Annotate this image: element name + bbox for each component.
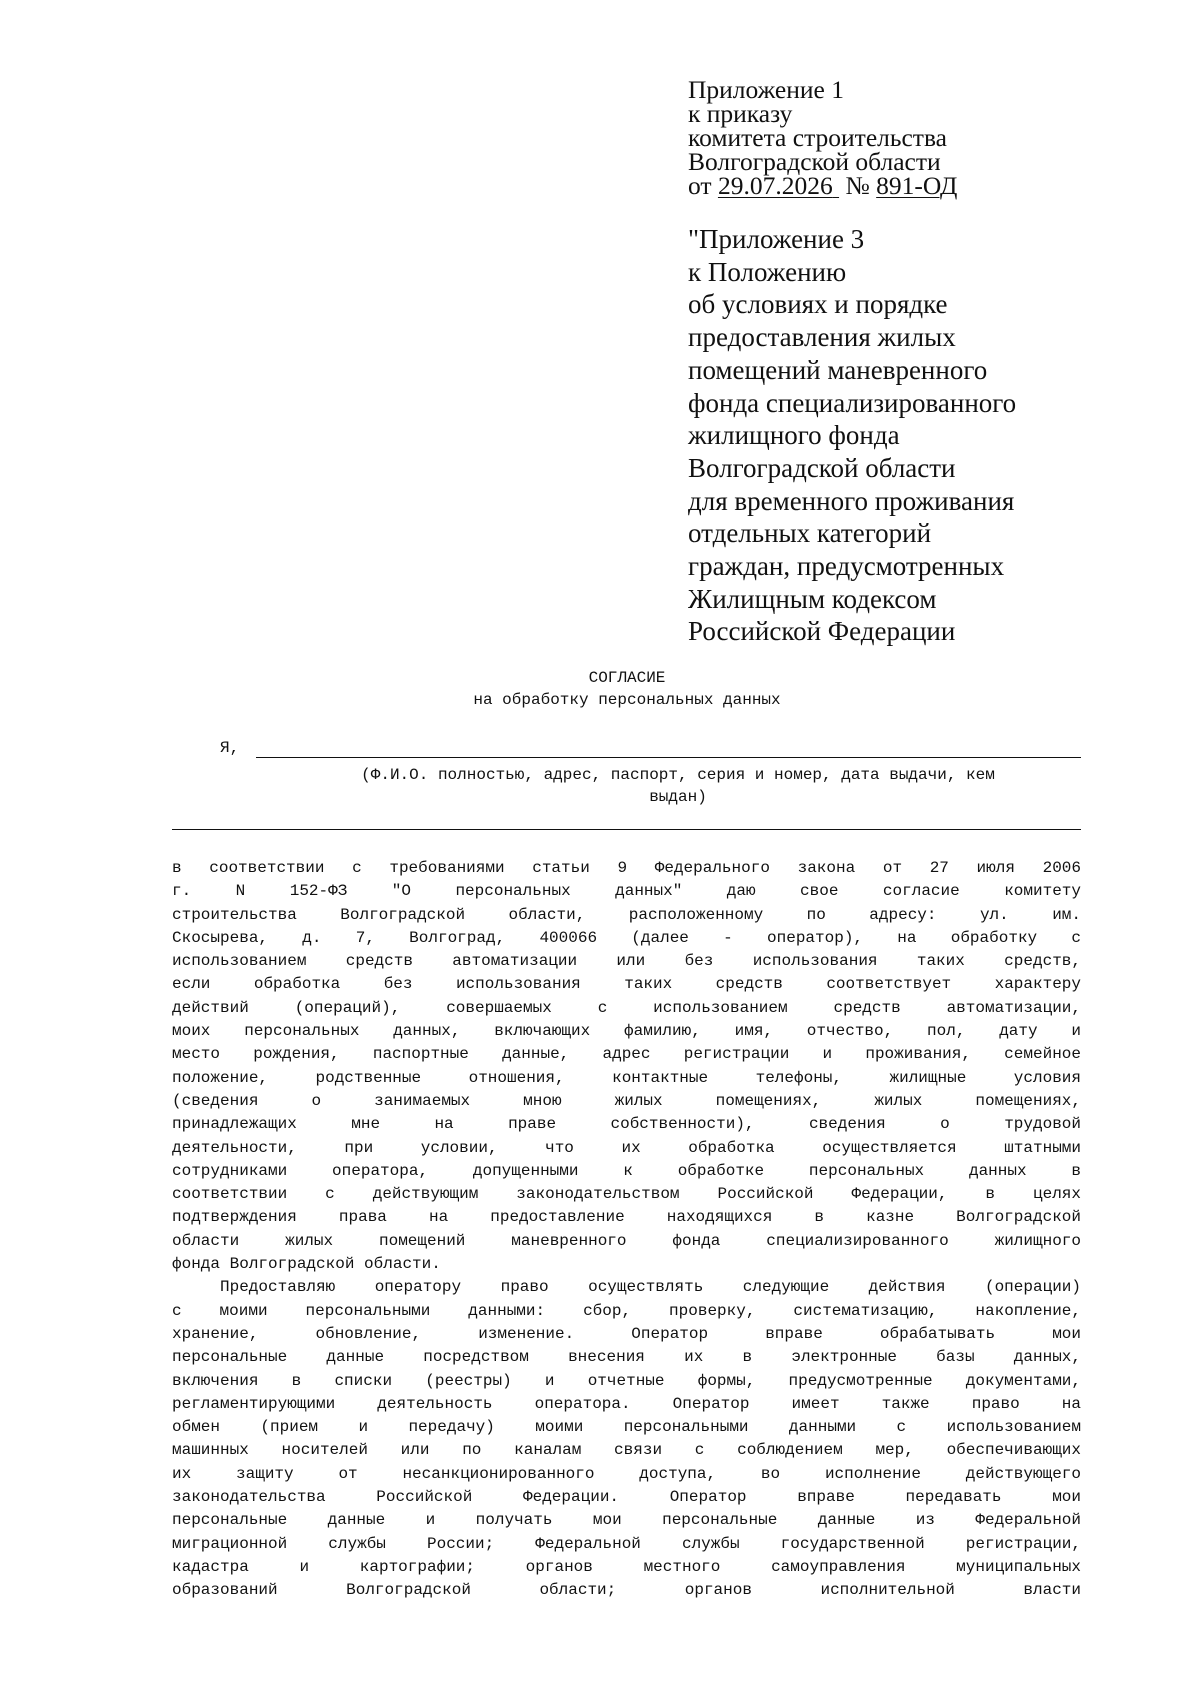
consent-ya-label: Я, [220, 739, 240, 757]
appendix-3-line: Жилищным кодексом [688, 583, 937, 614]
consent-title: СОГЛАСИЕ [588, 669, 666, 687]
body-line: моих персональных данных, включающих фамилию, имя, отчество, пол, дату и [172, 1022, 1081, 1041]
body-line: с моими персональными данными: сбор, проверку, систематизацию, накопление, [172, 1301, 1081, 1320]
consent-subtitle: на обработку персональных данных [473, 691, 781, 709]
appendix-3-line: отдельных категорий [688, 518, 932, 549]
body-line: если обработка без использования таких средств соответствует характеру [172, 975, 1081, 994]
from-label: от [688, 171, 712, 200]
body-line: Предоставляю оператору право осуществлять следующие действия (операции) [220, 1278, 1081, 1297]
body-line: кадастра и картографии; органов местного самоуправления муниципальных [172, 1557, 1081, 1576]
body-line: действий (операций), совершаемых с использованием средств автоматизации, [172, 998, 1081, 1017]
body-line: место рождения, паспортные данные, адрес регистрации и проживания, семейное [172, 1045, 1081, 1064]
number-label: № [845, 171, 870, 200]
appendix-1-header [688, 75, 1108, 200]
appendix-3-line: Волгоградской области [688, 452, 956, 483]
body-line: подтверждения права на предоставление находящихся в казне Волгоградской [172, 1208, 1081, 1227]
body-line: строительства Волгоградской области, расположенному по адресу: ул. им. [172, 905, 1081, 924]
order-date-number-line [688, 171, 1108, 200]
body-line: г. N 152-ФЗ "О персональных данных" даю свое согласие комитету [172, 882, 1081, 901]
body-line: в соответствии с требованиями статьи 9 Федерального закона от 27 июля 2006 [172, 859, 1081, 877]
fio-caption [275, 764, 1081, 808]
appendix-1-line: Волгоградской области [688, 147, 941, 176]
appendix-1-line: к приказу [688, 99, 793, 128]
body-line: законодательства Российской Федерации. Оператор вправе передавать мои [172, 1488, 1081, 1507]
body-line: персональные данные и получать мои персональные данные из Федеральной [172, 1511, 1081, 1530]
appendix-3-line: к Положению [688, 256, 847, 287]
appendix-1-line: Приложение 1 [688, 75, 844, 104]
body-line: их защиту от несанкционированного доступа, во исполнение действующего [172, 1464, 1081, 1483]
separator-line [172, 829, 1081, 830]
body-line: фонда Волгоградской области. [172, 1255, 441, 1274]
fio-caption-line: (Ф.И.О. полностью, адрес, паспорт, серия и номер, дата выдачи, кем [361, 766, 995, 784]
appendix-3-line: об условиях и порядке [688, 289, 948, 320]
body-line: сотрудниками оператора, допущенными к обработке персональных данных в [172, 1161, 1081, 1180]
body-line: принадлежащих мне на праве собственности), сведения о трудовой [172, 1115, 1081, 1134]
body-line: хранение, обновление, изменение. Оператор вправе обрабатывать мои [172, 1324, 1081, 1343]
body-line: обмен (прием и передачу) моими персональными данными с использованием [172, 1418, 1081, 1437]
body-line: положение, родственные отношения, контактные телефоны, жилищные условия [172, 1068, 1081, 1087]
appendix-3-line: жилищного фонда [688, 420, 900, 451]
body-line: образований Волгоградской области; органов исполнительной власти [172, 1581, 1081, 1600]
appendix-3-line: предоставления жилых [688, 322, 956, 353]
body-line: области жилых помещений маневренного фонда специализированного жилищного [172, 1231, 1081, 1250]
body-line: миграционной службы России; Федеральной службы государственной регистрации, [172, 1534, 1081, 1553]
appendix-3-line: "Приложение 3 [688, 224, 865, 254]
body-line: машинных носителей или по каналам связи с соблюдением мер, обеспечивающих [172, 1441, 1081, 1460]
appendix-3-line: граждан, предусмотренных [688, 551, 1005, 582]
body-line: включения в списки (реестры) и отчетные формы, предусмотренные документами, [172, 1371, 1081, 1390]
order-date: 29.07.2026 [717, 171, 833, 200]
appendix-3-line: для временного проживания [688, 485, 1015, 516]
appendix-3-header [688, 223, 1158, 648]
order-number: 891-ОД [876, 171, 958, 200]
fio-caption-line: выдан) [649, 788, 707, 806]
appendix-1-line: комитета строительства [688, 123, 947, 152]
body-line: регламентирующими деятельность оператора. Оператор имеет также право на [172, 1394, 1081, 1413]
body-line: использованием средств автоматизации или без использования таких средств, [172, 952, 1081, 971]
body-line: соответствии с действующим законодательством Российской Федерации, в целях [172, 1185, 1081, 1204]
appendix-3-line: фонда специализированного [688, 387, 1017, 418]
body-line: (сведения о занимаемых мною жилых помещениях, жилых помещениях, [172, 1091, 1081, 1110]
body-line: Скосырева, д. 7, Волгоград, 400066 (далее - оператор), на обработку с [172, 928, 1081, 947]
appendix-3-line: помещений маневренного [688, 354, 988, 385]
fio-blank-line [256, 757, 1081, 758]
appendix-3-line: Российской Федерации [688, 616, 956, 647]
body-line: деятельности, при условии, что их обработка осуществляется штатными [172, 1138, 1081, 1157]
body-line: персональные данные посредством внесения их в электронные базы данных, [172, 1348, 1081, 1367]
consent-body [172, 857, 1081, 1603]
